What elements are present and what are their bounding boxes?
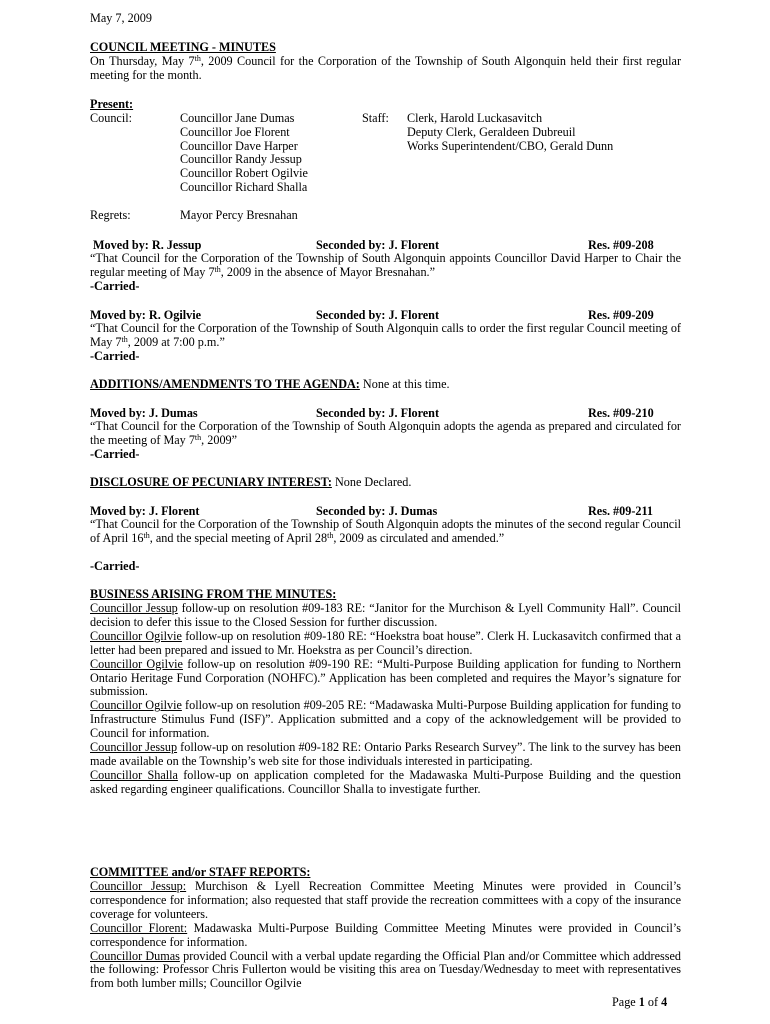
business-item: Councillor Jessup follow-up on resolution #09-182 RE: Ontario Parks Research Survey”. The link to the survey has been made available on the Township’s web site for those individuals interested in participating. xyxy=(90,740,681,768)
council-member: Councillor Jane Dumas xyxy=(180,111,295,125)
seconded-by: Seconded by: J. Florent xyxy=(316,406,440,420)
moved-by: Moved by: R. Jessup xyxy=(93,238,202,252)
committee-item: Councillor Dumas provided Council with a verbal update regarding the Official Plan and/or Committee which addressed the following: Professor Chris Fullerton would be visiting this area on Tuesday/Wednesday to meet with representatives from both lumber mills; Councillor Ogilvie xyxy=(90,948,681,991)
committee-item: Councillor Florent: Madawaska Multi-Purpose Building Committee Meeting Minutes were provided in Council’s correspondence for information. xyxy=(90,920,681,949)
councillor-name: Councillor Florent: xyxy=(90,920,188,935)
resolution-text: “That Council for the Corporation of the Township of South Algonquin adopts the minutes of the second regular Council of April 16th, and the special meeting of April 28th, 2009 as circulated and amended.” xyxy=(90,517,681,545)
staff-list xyxy=(407,112,613,153)
current-page: 1 xyxy=(638,995,645,1009)
carried-label: -Carried- xyxy=(90,447,140,461)
council-label: Council: xyxy=(90,111,132,125)
business-item: Councillor Shalla follow-up on application completed for the Madawaska Multi-Purpose Building and the question asked regarding engineer qualifications. Councillor Shalla to investigate further. xyxy=(90,767,681,796)
seconded-by: Seconded by: J. Florent xyxy=(316,238,440,252)
business-item: Councillor Ogilvie follow-up on resolution #09-190 RE: “Multi-Purpose Building application for funding to Northern Ontario Heritage Fund Corporation (NOHFC).” Application has been completed and requires the Mayor’s signature for submission. xyxy=(90,656,681,699)
moved-by: Moved by: R. Ogilvie xyxy=(90,308,202,322)
section-heading: ADDITIONS/AMENDMENTS TO THE AGENDA: xyxy=(90,377,360,391)
section-heading: BUSINESS ARISING FROM THE MINUTES: xyxy=(90,587,337,601)
resolution-text: “That Council for the Corporation of the Township of South Algonquin adopts the agenda as prepared and circulated for the meeting of May 7th, 2009” xyxy=(90,419,681,447)
councillor-name: Councillor Jessup xyxy=(90,740,178,755)
carried-label: -Carried- xyxy=(90,349,140,363)
business-item: Councillor Ogilvie follow-up on resolution #09-205 RE: “Madawaska Multi-Purpose Building application for funding to Infrastructure Stimulus Fund (ISF)”. Application submitted and a copy of the acknowledgement will be provided to Council for information. xyxy=(90,698,682,741)
carried-label: -Carried- xyxy=(90,559,140,573)
council-member: Councillor Joe Florent xyxy=(180,124,290,139)
moved-by: Moved by: J. Florent xyxy=(90,504,200,518)
seconded-by: Seconded by: J. Dumas xyxy=(316,504,438,518)
resolution-number: Res. #09-210 xyxy=(588,406,654,420)
council-member: Councillor Richard Shalla xyxy=(180,179,308,194)
regrets-value: Mayor Percy Bresnahan xyxy=(180,208,298,222)
councillor-name: Councillor Dumas xyxy=(90,948,180,963)
council-member: Councillor Robert Ogilvie xyxy=(180,166,308,181)
resolution-number: Res. #09-209 xyxy=(588,308,654,322)
staff-member: Deputy Clerk, Geraldeen Dubreuil xyxy=(407,124,576,139)
resolution-number: Res. #09-211 xyxy=(588,504,653,518)
carried-label: -Carried- xyxy=(90,279,140,293)
resolution-text: “That Council for the Corporation of the Township of South Algonquin appoints Councillor David Harper to Chair the regular meeting of May 7th, 2009 in the absence of Mayor Bresnahan.” xyxy=(90,251,681,279)
section-heading: COMMITTEE and/or STAFF REPORTS: xyxy=(90,865,311,879)
committee-item: Councillor Jessup: Murchison & Lyell Recreation Committee Meeting Minutes were provided in Council’s correspondence for information; also requested that staff provide the recreation committees with a copy of the insurance coverage for volunteers. xyxy=(90,879,682,921)
business-item: Councillor Ogilvie follow-up on resolution #09-180 RE: “Hoekstra boat house”. Clerk H. Luckasavitch confirmed that a letter had been prepared and issued to Mr. Hoekstra as per Council’s direction. xyxy=(90,628,682,657)
regrets-label: Regrets: xyxy=(90,208,131,222)
resolution-number: Res. #09-208 xyxy=(588,238,654,252)
additions-line: ADDITIONS/AMENDMENTS TO THE AGENDA: None at this time. xyxy=(90,377,450,391)
total-pages: 4 xyxy=(661,995,668,1009)
councillor-name: Councillor Shalla xyxy=(90,767,178,782)
page-title: COUNCIL MEETING - MINUTES xyxy=(90,40,276,54)
councillor-name: Councillor Ogilvie xyxy=(90,656,183,671)
councillor-name: Councillor Jessup xyxy=(90,601,178,615)
staff-label: Staff: xyxy=(362,111,389,125)
staff-member: Clerk, Harold Luckasavitch xyxy=(407,111,543,125)
councillor-name: Councillor Ogilvie xyxy=(90,628,182,643)
resolution-text: “That Council for the Corporation of the Township of South Algonquin calls to order the first regular Council meeting of May 7th, 2009 at 7:00 p.m.” xyxy=(90,321,681,349)
councillor-name: Councillor Ogilvie xyxy=(90,698,182,713)
council-member-list xyxy=(180,112,308,195)
meeting-date: May 7, 2009 xyxy=(90,11,152,25)
councillor-name: Councillor Jessup: xyxy=(90,879,187,893)
disclosure-line: DISCLOSURE OF PECUNIARY INTEREST: None Declared. xyxy=(90,475,412,489)
intro-paragraph: On Thursday, May 7th, 2009 Council for the Corporation of the Township of South Algonquin held their first regular meeting for the month. xyxy=(90,54,682,82)
section-heading: DISCLOSURE OF PECUNIARY INTEREST: xyxy=(90,475,332,489)
page-indicator: Page 1 of 4 xyxy=(612,995,668,1009)
council-member: Councillor Dave Harper xyxy=(180,138,298,153)
moved-by: Moved by: J. Dumas xyxy=(90,406,198,420)
council-member: Councillor Randy Jessup xyxy=(180,152,302,167)
business-item: Councillor Jessup follow-up on resolution #09-183 RE: “Janitor for the Murchison & Lyell Community Hall”. Council decision to defer this issue to the Closed Session for further discussion. xyxy=(90,601,681,629)
business-item-list xyxy=(90,602,681,797)
present-label: Present: xyxy=(90,97,134,111)
staff-member: Works Superintendent/CBO, Gerald Dunn xyxy=(407,138,614,153)
committee-item-list xyxy=(90,880,681,991)
seconded-by: Seconded by: J. Florent xyxy=(316,308,440,322)
